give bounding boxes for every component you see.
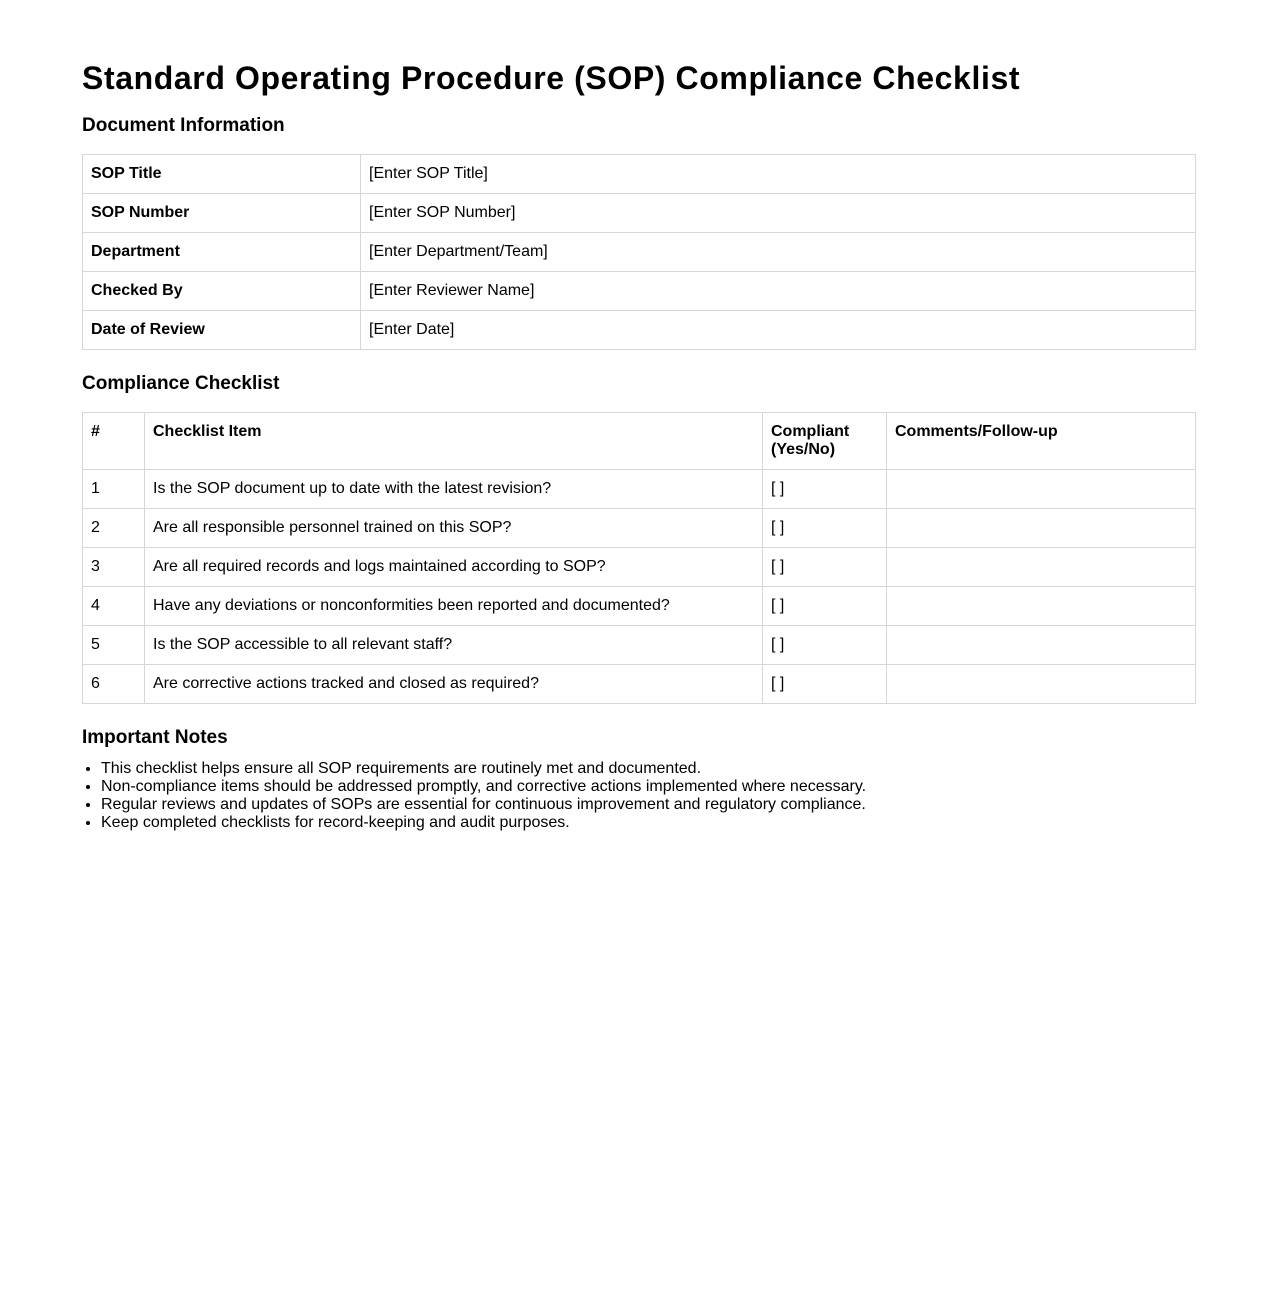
comments-field[interactable] — [887, 548, 1196, 587]
row-number: 2 — [83, 509, 145, 548]
compliance-checklist-table — [82, 412, 1196, 704]
table-row — [83, 470, 1196, 509]
page-title: Standard Operating Procedure (SOP) Compliance Checklist — [82, 60, 1021, 96]
compliant-checkbox[interactable]: [ ] — [763, 548, 887, 587]
comments-field[interactable] — [887, 470, 1196, 509]
info-label: SOP Number — [83, 194, 361, 233]
table-row — [83, 665, 1196, 704]
important-notes-list — [82, 760, 866, 832]
checklist-item-text: Are all responsible personnel trained on this SOP? — [145, 509, 763, 548]
column-header-compliant: Compliant (Yes/No) — [763, 413, 887, 470]
column-header-number: # — [83, 413, 145, 470]
compliant-checkbox[interactable]: [ ] — [763, 509, 887, 548]
checklist-item-text: Have any deviations or nonconformities been reported and documented? — [145, 587, 763, 626]
list-item: • Regular reviews and updates of SOPs are essential for continuous improvement and regulatory compliance. — [101, 796, 866, 814]
info-row-sop-number — [83, 194, 1196, 233]
comments-field[interactable] — [887, 665, 1196, 704]
compliant-checkbox[interactable]: [ ] — [763, 665, 887, 704]
checklist-item-text: Is the SOP document up to date with the latest revision? — [145, 470, 763, 509]
list-item: • Keep completed checklists for record-keeping and audit purposes. — [101, 814, 866, 832]
info-row-date-of-review — [83, 311, 1196, 350]
compliant-checkbox[interactable]: [ ] — [763, 587, 887, 626]
list-item: • This checklist helps ensure all SOP requirements are routinely met and documented. — [101, 760, 866, 778]
comments-field[interactable] — [887, 587, 1196, 626]
row-number: 1 — [83, 470, 145, 509]
row-number: 4 — [83, 587, 145, 626]
column-header-comments: Comments/Follow-up — [887, 413, 1196, 470]
info-value-field[interactable]: [Enter Date] — [361, 311, 1196, 350]
table-row — [83, 548, 1196, 587]
column-header-checklist-item: Checklist Item — [145, 413, 763, 470]
info-label: Date of Review — [83, 311, 361, 350]
info-label: SOP Title — [83, 155, 361, 194]
info-row-department — [83, 233, 1196, 272]
table-header-row — [83, 413, 1196, 470]
important-notes-heading: Important Notes — [82, 727, 228, 748]
compliance-checklist-heading: Compliance Checklist — [82, 373, 280, 394]
info-value-field[interactable]: [Enter Reviewer Name] — [361, 272, 1196, 311]
row-number: 6 — [83, 665, 145, 704]
table-row — [83, 509, 1196, 548]
info-row-sop-title — [83, 155, 1196, 194]
table-row — [83, 587, 1196, 626]
compliant-checkbox[interactable]: [ ] — [763, 470, 887, 509]
checklist-item-text: Are all required records and logs maintained according to SOP? — [145, 548, 763, 587]
row-number: 3 — [83, 548, 145, 587]
checklist-item-text: Is the SOP accessible to all relevant staff? — [145, 626, 763, 665]
list-item: • Non-compliance items should be addressed promptly, and corrective actions implemented where necessary. — [101, 778, 866, 796]
info-value-field[interactable]: [Enter SOP Number] — [361, 194, 1196, 233]
table-row — [83, 626, 1196, 665]
compliant-checkbox[interactable]: [ ] — [763, 626, 887, 665]
comments-field[interactable] — [887, 509, 1196, 548]
info-row-checked-by — [83, 272, 1196, 311]
info-label: Department — [83, 233, 361, 272]
info-value-field[interactable]: [Enter SOP Title] — [361, 155, 1196, 194]
comments-field[interactable] — [887, 626, 1196, 665]
info-value-field[interactable]: [Enter Department/Team] — [361, 233, 1196, 272]
checklist-item-text: Are corrective actions tracked and closed as required? — [145, 665, 763, 704]
info-label: Checked By — [83, 272, 361, 311]
document-information-heading: Document Information — [82, 115, 285, 136]
row-number: 5 — [83, 626, 145, 665]
document-information-table — [82, 154, 1196, 350]
